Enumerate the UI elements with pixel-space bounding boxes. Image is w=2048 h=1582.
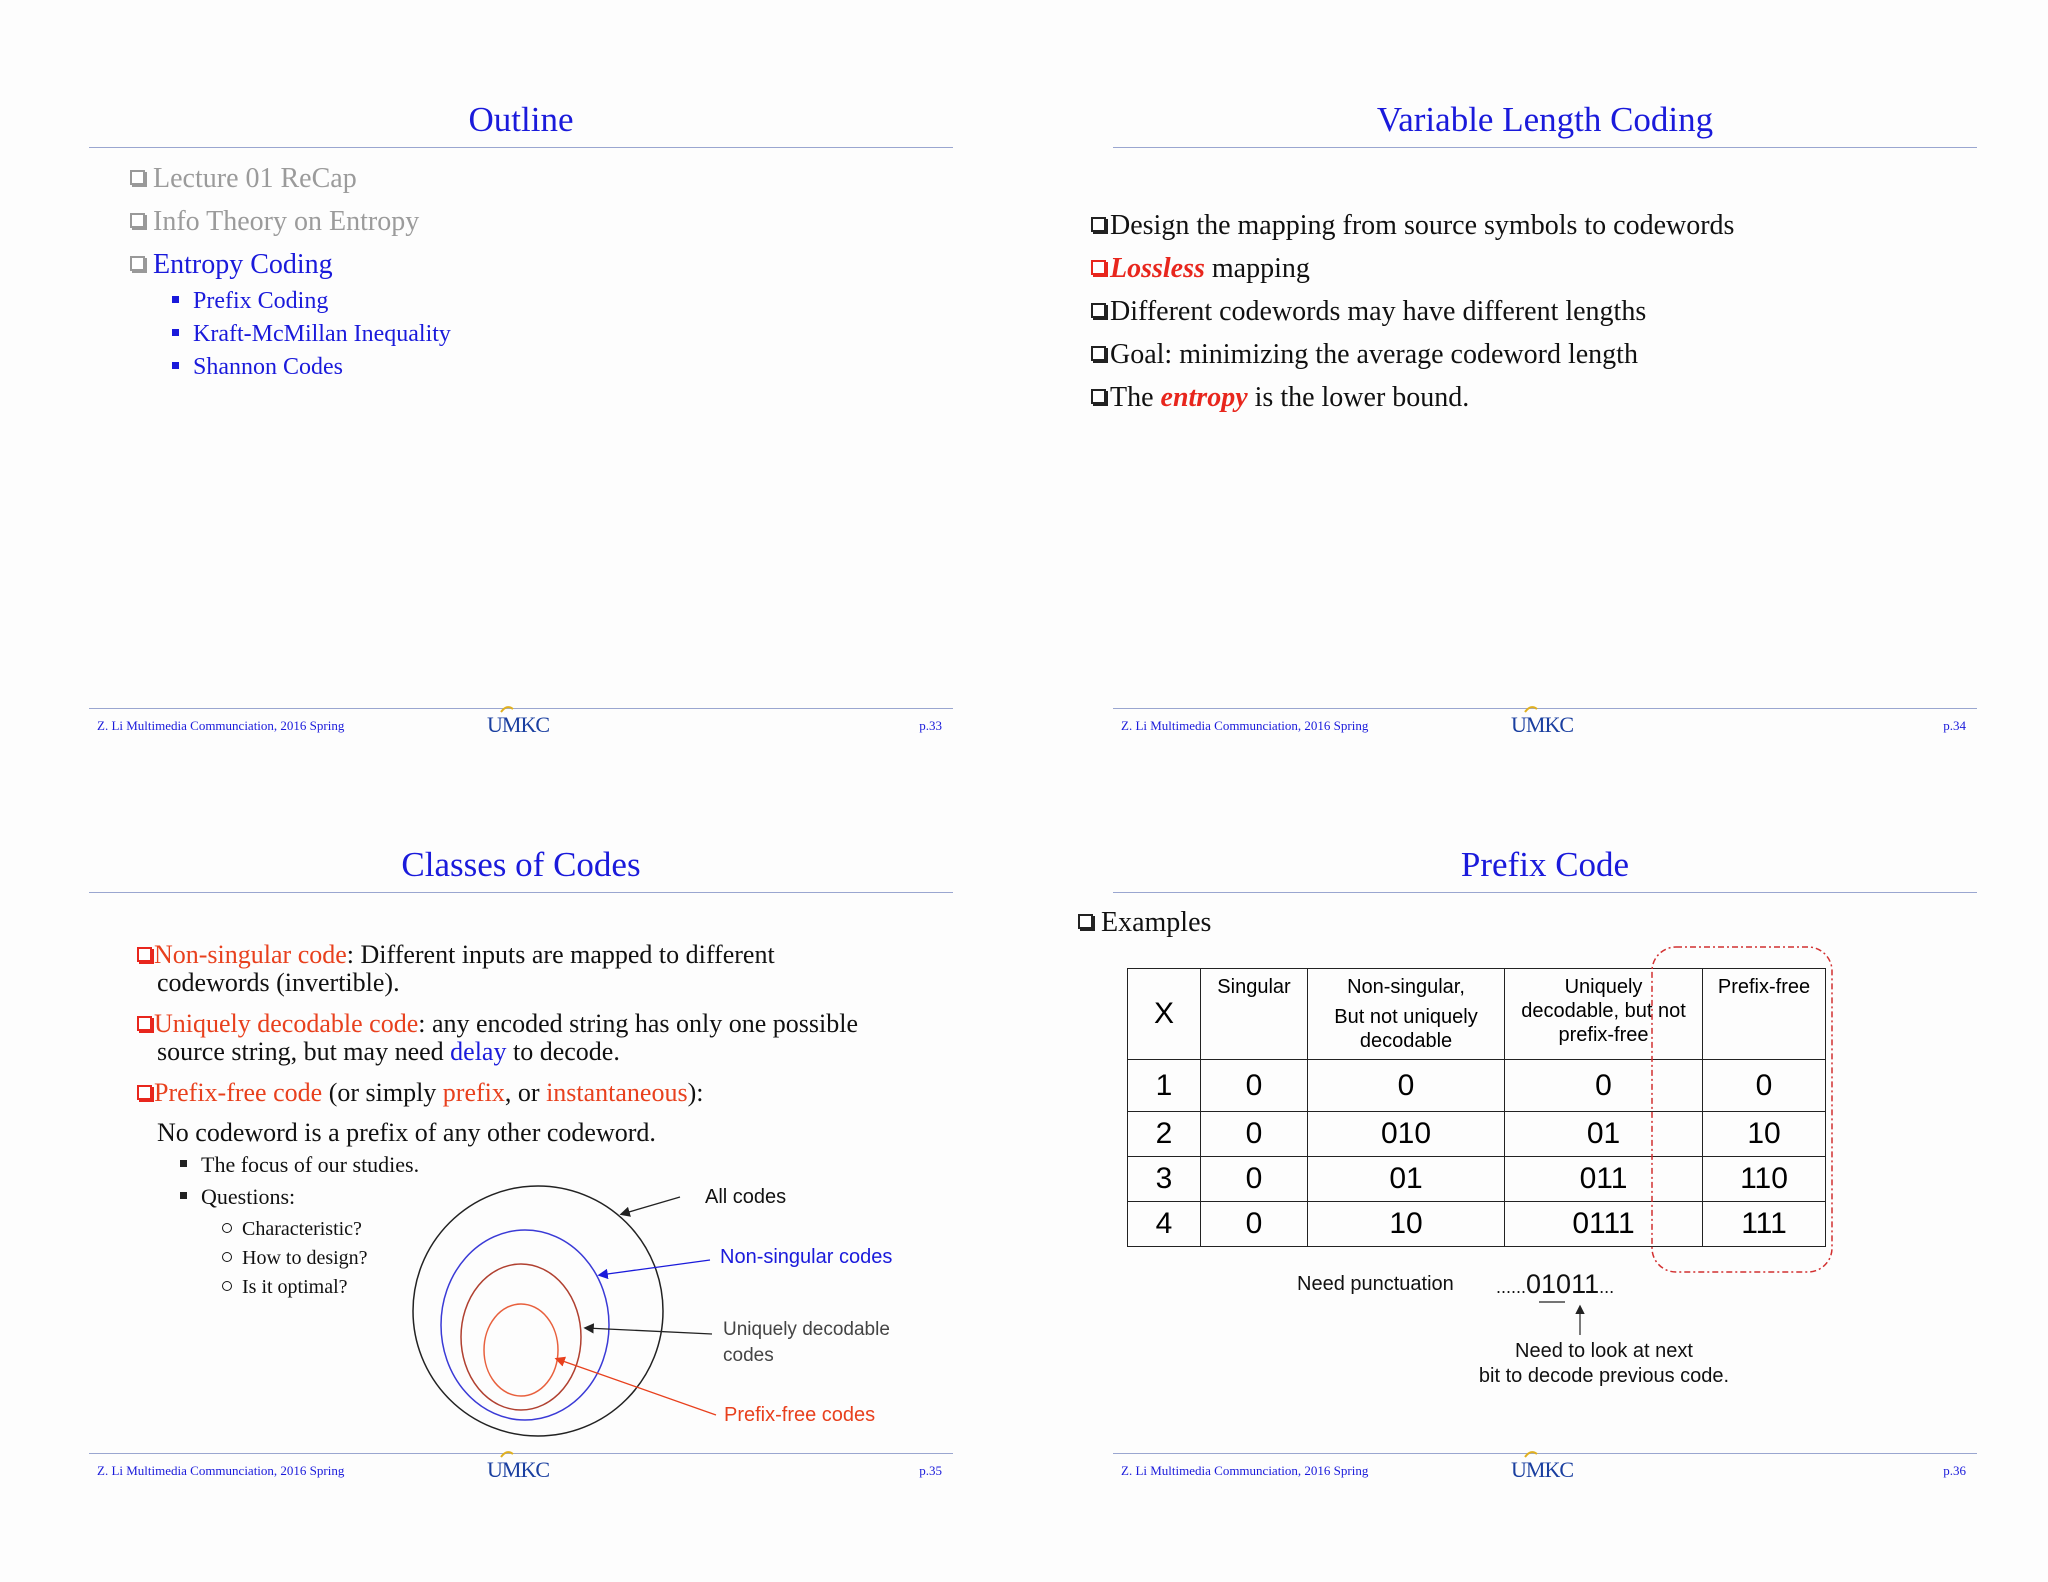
bullet-item (1091, 209, 1734, 243)
page-number: p.35 (919, 1463, 942, 1478)
dashed-highlight-box (1652, 947, 1832, 1272)
codes-venn-diagram (0, 745, 1024, 1490)
question-text: Is it optimal? (242, 1276, 348, 1298)
need-punctuation-label: Need punctuation (1297, 1273, 1454, 1295)
table-cell: 01 (1505, 1112, 1703, 1157)
bullet-item (130, 248, 333, 282)
checkbox-bullet-icon (1091, 346, 1106, 361)
logo-text: UMKC (1511, 712, 1574, 737)
emphasis-text: entropy (1160, 382, 1248, 413)
sub-item (172, 319, 451, 349)
header-line: decodable (1359, 1030, 1453, 1052)
table-cell: 10 (1703, 1112, 1826, 1157)
bullet-text: : any encoded string has only one possible (418, 1009, 858, 1038)
square-bullet-icon (172, 329, 179, 336)
bullet-text: (or simply (322, 1078, 443, 1107)
header-line: Uniquely (1564, 976, 1643, 998)
header-line: prefix-free (1558, 1024, 1649, 1046)
header-cell: Prefix-free (1703, 969, 1826, 1060)
checkbox-bullet-icon (1091, 260, 1106, 275)
table-cell: 011 (1505, 1157, 1703, 1202)
emphasis-text: Lossless (1110, 253, 1205, 284)
bullet-text: The (1110, 382, 1161, 413)
bullet-text: Lecture 01 ReCap (153, 163, 357, 194)
bullet-item (1091, 252, 1310, 286)
table-cell: 2 (1128, 1112, 1201, 1157)
uniquely-decodable-circle (461, 1264, 581, 1410)
umkc-logo (1511, 1457, 1573, 1483)
slide-title: Prefix Code (1460, 845, 1630, 884)
term-text: Non-singular code (154, 940, 347, 969)
bullet-text: Entropy Coding (153, 249, 333, 280)
stream-dots: ...... (1496, 1277, 1527, 1297)
prefix-free-label: Prefix-free codes (724, 1404, 876, 1426)
title-divider (89, 147, 953, 148)
footer-divider (1113, 1453, 1977, 1454)
table-cell: 0 (1201, 1060, 1308, 1112)
header-cell: Singular (1201, 969, 1308, 1060)
sub-item-text: Prefix Coding (193, 288, 329, 314)
term-text: Prefix-free code (154, 1078, 323, 1107)
logo-mark-icon (1524, 706, 1538, 714)
table-cell: 10 (1308, 1202, 1505, 1247)
sub-item-text: The focus of our studies. (201, 1152, 420, 1177)
uniquely-decodable-label-2: codes (723, 1345, 774, 1366)
table-cell: 4 (1128, 1202, 1201, 1247)
table-cell: 0111 (1505, 1202, 1703, 1247)
table-cell: 1 (1128, 1060, 1201, 1112)
prefix-free-circle (484, 1304, 558, 1396)
table-cell: 111 (1703, 1202, 1826, 1247)
slide-title: Classes of Codes (401, 845, 641, 884)
page-number: p.34 (1943, 718, 1966, 733)
footer-divider (1113, 708, 1977, 709)
slide-classes-of-codes (0, 745, 1024, 1490)
bullet-text: is the lower bound. (1247, 382, 1470, 413)
bit-stream (1496, 1269, 1614, 1300)
table-cell: 3 (1128, 1157, 1201, 1202)
square-bullet-icon (172, 296, 179, 303)
all-codes-circle (413, 1186, 663, 1436)
square-bullet-icon (172, 362, 179, 369)
bullet-item (1091, 381, 1469, 415)
bullet-continuation: codewords (invertible). (157, 968, 400, 997)
checkbox-bullet-icon (130, 170, 145, 185)
term-text: prefix (442, 1078, 505, 1107)
logo-mark-icon (1524, 1451, 1538, 1459)
umkc-logo (487, 1457, 549, 1483)
footer-divider (89, 708, 953, 709)
sub-item-text: Questions: (201, 1184, 296, 1209)
header-line: decodable, but not (1521, 1000, 1686, 1022)
bullet-text: Design the mapping from source symbols to codewords (1110, 210, 1735, 241)
bullet-text: Examples (1101, 907, 1212, 938)
sub-item-text: Kraft-McMillan Inequality (193, 321, 451, 347)
checkbox-bullet-icon (130, 213, 145, 228)
bullet-text: : Different inputs are mapped to different (346, 940, 775, 969)
stream-bits: 01011 (1526, 1269, 1600, 1299)
emphasis-text: delay (450, 1037, 507, 1066)
page-number: p.33 (919, 718, 942, 733)
bullet-text: ): (687, 1078, 704, 1107)
page-number: p.36 (1943, 1463, 1966, 1478)
bullet-item (1091, 338, 1638, 372)
table-cell: 0 (1201, 1157, 1308, 1202)
footer-text: Z. Li Multimedia Communciation, 2016 Spring (97, 718, 345, 733)
umkc-logo (487, 712, 549, 738)
bullet-text: Different codewords may have different lengths (1110, 296, 1647, 327)
footer-text: Z. Li Multimedia Communciation, 2016 Spring (1121, 718, 1369, 733)
term-text: Uniquely decodable code (154, 1009, 419, 1038)
table-cell: 0 (1308, 1060, 1505, 1112)
bullet-text: to decode. (506, 1037, 620, 1066)
table-cell: 010 (1308, 1112, 1505, 1157)
lookahead-note: Need to look at next (1515, 1340, 1693, 1362)
lookahead-note-2: bit to decode previous code. (1478, 1365, 1730, 1387)
bullet-text: , or (504, 1078, 547, 1107)
logo-text: UMKC (487, 712, 550, 737)
checkbox-bullet-icon (130, 256, 145, 271)
bullet-text: source string, but may need (157, 1037, 451, 1066)
logo-text: UMKC (487, 1457, 550, 1482)
logo-mark-icon (500, 1451, 514, 1459)
slide-variable-length-coding (1024, 0, 2048, 745)
umkc-logo (1511, 712, 1573, 738)
checkbox-bullet-icon (1091, 217, 1106, 232)
header-line: But not uniquely (1334, 1006, 1478, 1028)
stream-dots: ... (1599, 1277, 1615, 1297)
table-cell: 110 (1703, 1157, 1826, 1202)
bullet-item (130, 162, 357, 196)
header-cell: X (1128, 969, 1201, 1060)
slide-prefix-code (1024, 745, 2048, 1490)
footer-text: Z. Li Multimedia Communciation, 2016 Spring (97, 1463, 345, 1478)
bullet-text: Info Theory on Entropy (153, 206, 420, 237)
table-cell: 0 (1703, 1060, 1826, 1112)
sub-item (172, 352, 343, 382)
header-line: Non-singular, (1347, 976, 1465, 998)
bullet-item (130, 205, 419, 239)
sub-item-text: Shannon Codes (193, 354, 343, 380)
table-cell: 01 (1308, 1157, 1505, 1202)
logo-mark-icon (500, 706, 514, 714)
logo-text: UMKC (1511, 1457, 1574, 1482)
uniquely-decodable-label: Uniquely decodable (723, 1319, 890, 1340)
slide-title: Outline (468, 100, 574, 139)
definition-text: No codeword is a prefix of any other codeword. (157, 1118, 656, 1147)
sub-item (172, 286, 328, 316)
footer-text: Z. Li Multimedia Communciation, 2016 Spring (1121, 1463, 1369, 1478)
non-singular-circle (441, 1230, 609, 1420)
all-codes-label: All codes (705, 1186, 787, 1208)
table-cell: 0 (1201, 1202, 1308, 1247)
slide-title: Variable Length Coding (1376, 100, 1714, 139)
checkbox-bullet-icon (1091, 303, 1106, 318)
table-cell: 0 (1201, 1112, 1308, 1157)
title-divider (1113, 147, 1977, 148)
bullet-text: mapping (1204, 253, 1310, 284)
footer-divider (89, 1453, 953, 1454)
checkbox-bullet-icon (1091, 389, 1106, 404)
term-text: instantaneous (546, 1078, 688, 1107)
table-cell: 0 (1505, 1060, 1703, 1112)
question-text: How to design? (242, 1247, 368, 1269)
non-singular-label: Non-singular codes (720, 1246, 893, 1268)
bullet-item (1091, 295, 1646, 329)
question-text: Characteristic? (242, 1218, 362, 1240)
slide-outline (0, 0, 1024, 745)
bullet-text: Goal: minimizing the average codeword length (1110, 339, 1638, 370)
